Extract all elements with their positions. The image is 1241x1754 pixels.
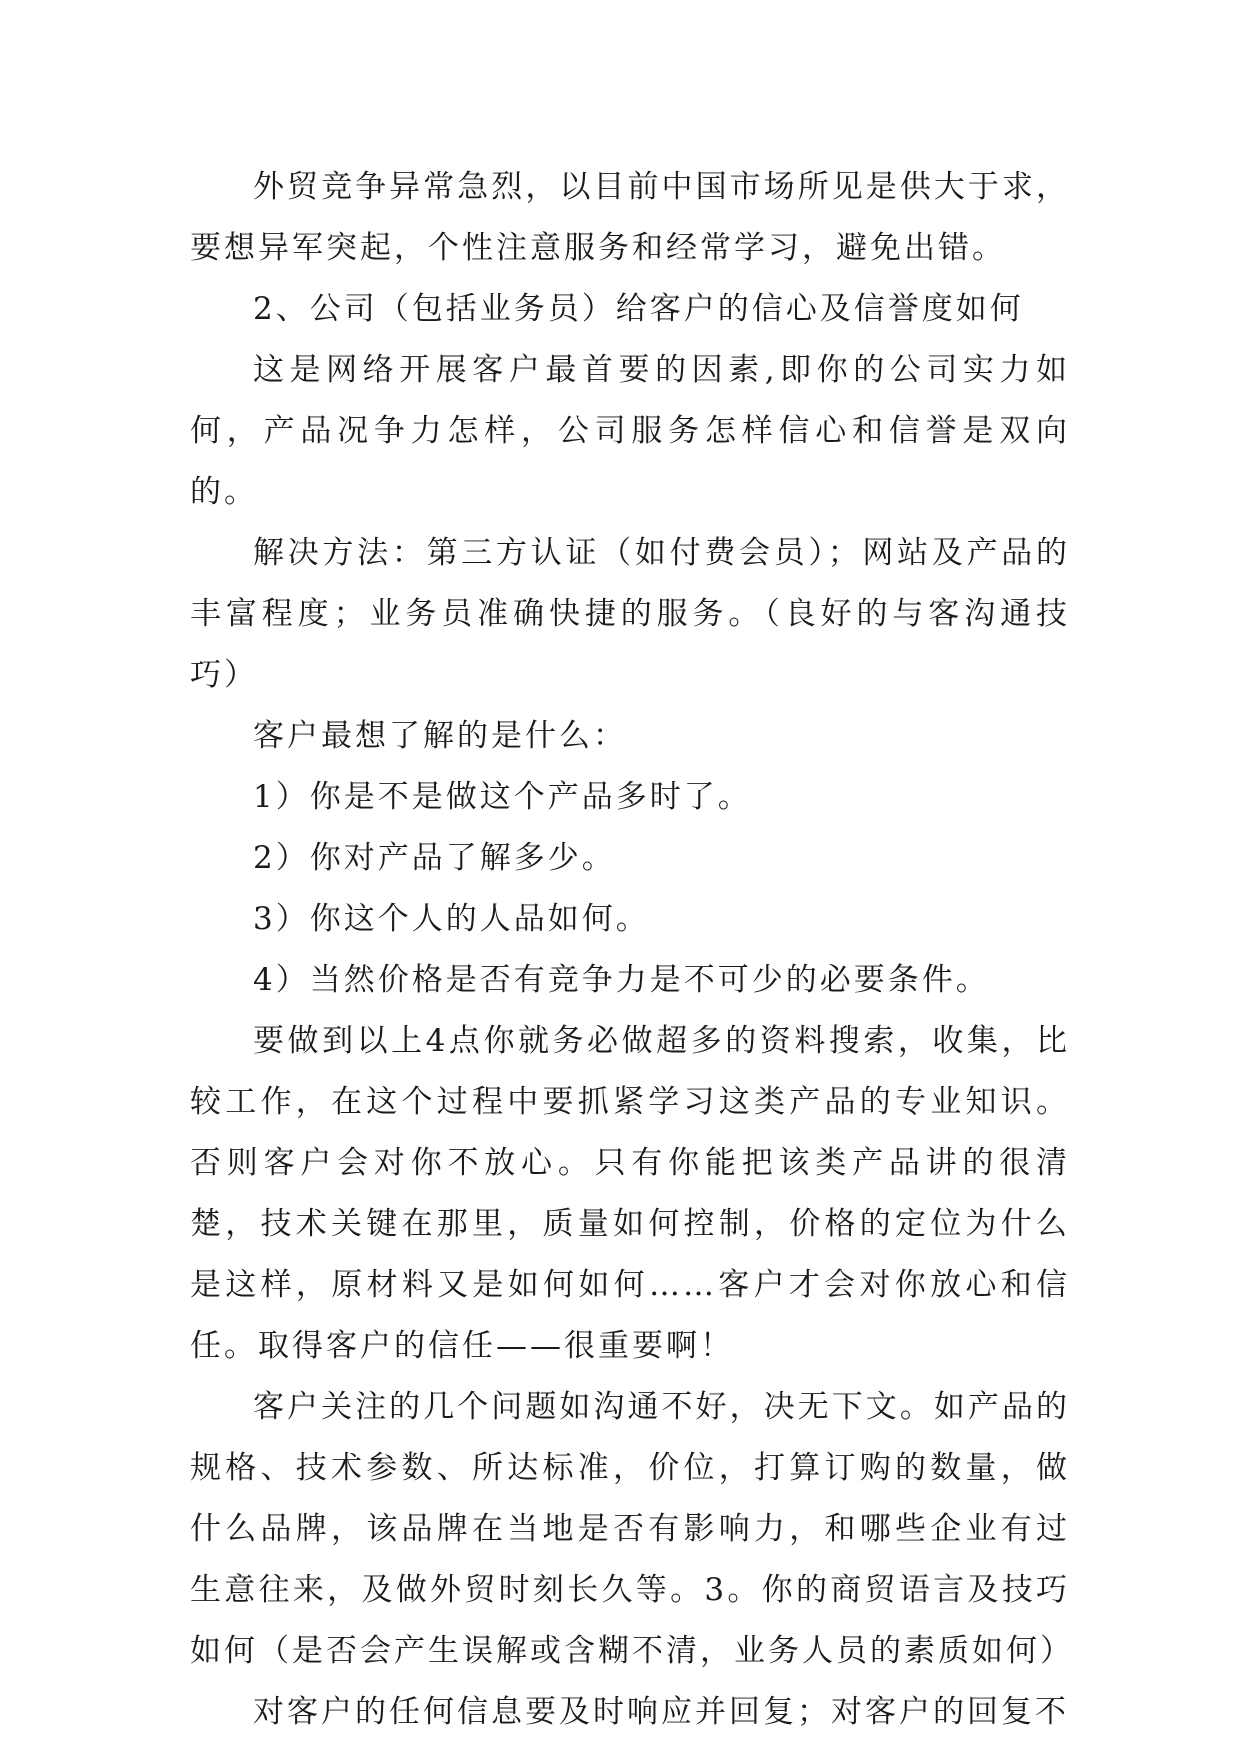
paragraph-7: 客户关注的几个问题如沟通不好，决无下文。如产品的规格、技术参数、所达标准，价位，打算订购的数量，做什么品牌，该品牌在当地是否有影响力，和哪些企业有过生意往来，及做外贸时刻长久等。3。你的商贸语言及技巧如何（是否会产生误解或含糊不清，业务人员的素质如何） <box>190 1389 1074 1669</box>
list-item-3: 3）你这个人的人品如何。 <box>253 901 650 937</box>
paragraph-1: 外贸竞争异常急烈，以目前中国市场所见是供大于求，要想异军突起，个性注意服务和经常学习，避免出错。 <box>190 169 1070 266</box>
paragraph-2: 2、公司（包括业务员）给客户的信心及信誉度如何 <box>253 291 1024 327</box>
paragraph-5: 客户最想了解的是什么： <box>253 718 627 754</box>
list-item-1: 1）你是不是做这个产品多时了。 <box>253 779 752 815</box>
paragraph-4: 解决方法：第三方认证（如付费会员）；网站及产品的丰富程度；业务员准确快捷的服务。（良好的与客沟通技巧） <box>190 535 1070 693</box>
list-item-2: 2）你对产品了解多少。 <box>253 840 616 876</box>
paragraph-8: 对客户的任何信息要及时响应并回复；对客户的回复不 <box>253 1694 1069 1730</box>
paragraph-3: 这是网络开展客户最首要的因素,即你的公司实力如何，产品况争力怎样，公司服务怎样信心和信誉是双向的。 <box>190 352 1070 510</box>
document-body <box>190 157 1074 1743</box>
paragraph-6: 要做到以上4点你就务必做超多的资料搜索，收集，比较工作，在这个过程中要抓紧学习这类产品的专业知识。否则客户会对你不放心。只有你能把该类产品讲的很清楚，技术关键在那里，质量如何控制，价格的定位为什么是这样，原材料又是如何如何……客户才会对你放心和信任。取得客户的信任——很重要啊！ <box>190 1023 1070 1364</box>
list-item-4: 4）当然价格是否有竞争力是不可少的必要条件。 <box>253 962 990 998</box>
